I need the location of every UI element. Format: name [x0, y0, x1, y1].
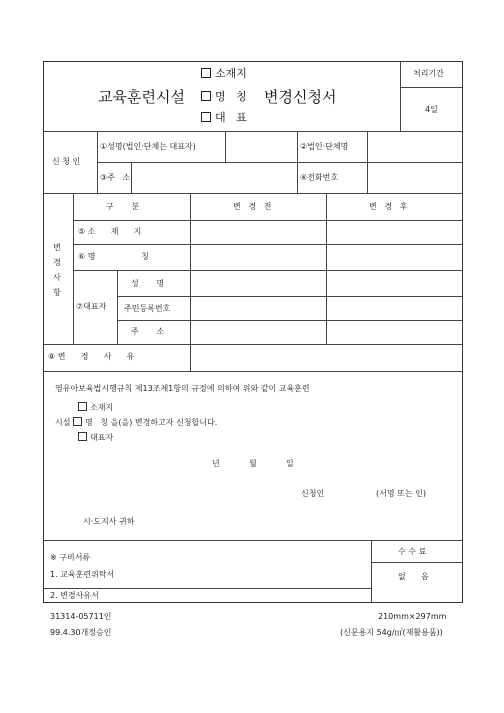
- option-name[interactable]: [201, 91, 247, 102]
- statement-option-representative[interactable]: [78, 432, 113, 442]
- option-label: 대 표: [215, 111, 247, 124]
- date-day: 일: [286, 459, 294, 468]
- checkbox-icon[interactable]: [201, 91, 211, 101]
- applicant-sign-label: 신청인: [301, 489, 325, 498]
- applicant-name-field[interactable]: ①성명(법인·단체는 대표자): [100, 142, 196, 151]
- required-document-1: 1. 교육훈련위탁서: [50, 570, 115, 579]
- form-title: 교육훈련시설: [98, 88, 185, 106]
- column-after: 변 경 후: [369, 202, 408, 211]
- row-location: ⑤ 소 재 지: [78, 227, 142, 236]
- processing-period-value: 4일: [425, 105, 438, 114]
- option-location[interactable]: [201, 68, 247, 79]
- reason-label: ⑧ 변 경 사 유: [48, 352, 135, 361]
- row-rep-name: 성 명: [131, 279, 165, 288]
- checkbox-icon[interactable]: [78, 432, 87, 441]
- statement-line1: 영유아보육법시행규칙 제13조제1항의 규정에 의하여 위와 같이 교육훈련: [55, 384, 310, 393]
- approval-date: 99.4.30개정승인: [50, 628, 112, 637]
- option-label: 명 칭: [215, 90, 247, 103]
- form-title-suffix: 변경신청서: [264, 88, 337, 106]
- signature-field[interactable]: (서명 또는 인): [376, 489, 426, 498]
- date-year: 년: [212, 459, 220, 468]
- corporation-name-field[interactable]: ②법인·단체명: [300, 142, 349, 151]
- applicant-section-label: 신 청 인: [52, 157, 81, 166]
- phone-field[interactable]: ④전화번호: [300, 173, 339, 182]
- option-label: 대표자: [90, 433, 114, 442]
- checkbox-icon[interactable]: [201, 68, 211, 78]
- statement-line2: [55, 417, 217, 427]
- row-representative: ⑦대표자: [76, 302, 107, 311]
- statement-line2-prefix: 시설: [55, 418, 71, 427]
- row-name: ⑥ 명 칭: [78, 252, 149, 261]
- address-field[interactable]: ③주 소: [100, 173, 131, 182]
- form-code: 31314-05711인: [50, 612, 112, 621]
- statement-line2-suffix: 명 칭 을(을) 변경하고자 신청합니다.: [85, 418, 218, 427]
- checkbox-icon[interactable]: [73, 417, 82, 426]
- change-items-section-label: 변 경 사 항: [53, 243, 61, 297]
- required-documents-title: ※ 구비서류: [50, 553, 91, 562]
- option-label: 소재지: [90, 403, 114, 412]
- option-representative[interactable]: [201, 112, 247, 123]
- column-before: 변 경 전: [233, 202, 272, 211]
- statement-option-location[interactable]: [78, 402, 113, 412]
- paper-size: 210mm×297mm: [378, 612, 447, 621]
- row-rep-address: 주 소: [131, 327, 165, 336]
- fee-value: 없 음: [398, 572, 429, 581]
- option-label: 소재지: [215, 67, 247, 80]
- date-month: 월: [249, 459, 257, 468]
- addressee: 시·도지사 귀하: [83, 517, 135, 526]
- processing-period-label: 처리기간: [413, 69, 444, 78]
- row-rep-id: 주민등록번호: [124, 304, 171, 313]
- checkbox-icon[interactable]: [78, 402, 87, 411]
- paper-type: (신문용지 54g/㎡(재활용품)): [340, 628, 443, 637]
- fee-label: 수 수 료: [398, 547, 427, 556]
- column-category: 구 분: [106, 202, 140, 211]
- required-document-2: 2. 변경사유서: [50, 591, 99, 600]
- checkbox-icon[interactable]: [201, 112, 211, 122]
